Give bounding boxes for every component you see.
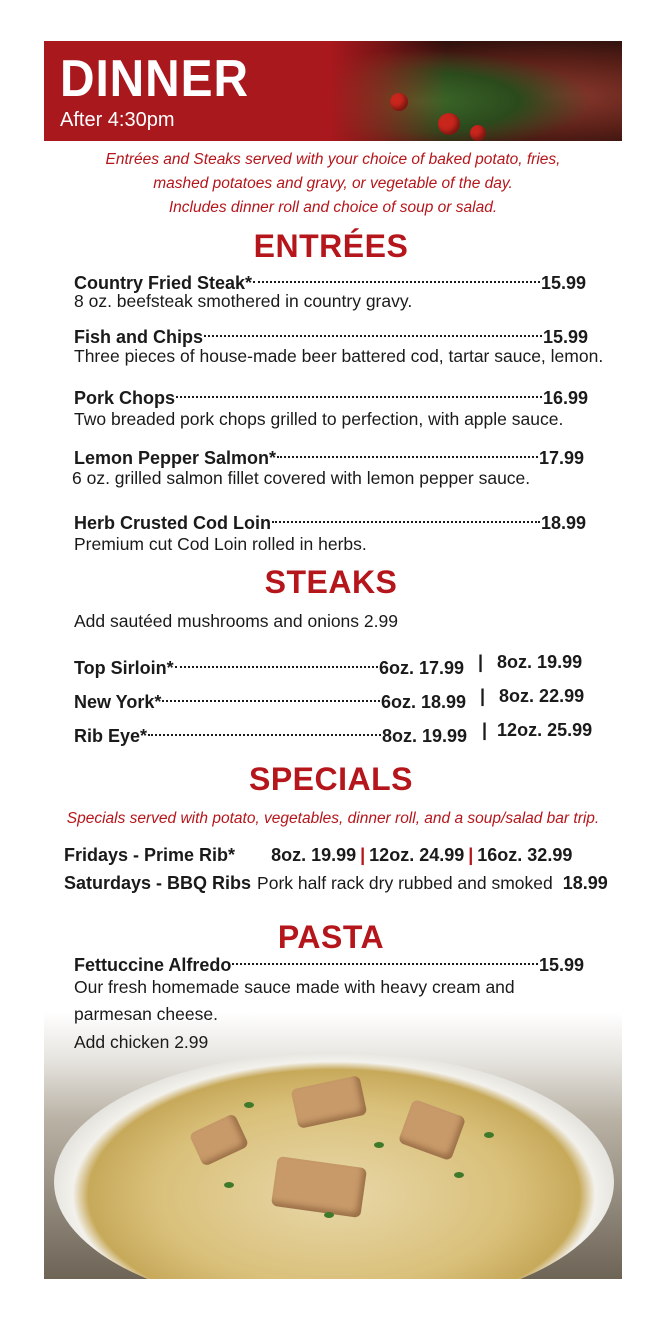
- price-separator: |: [480, 686, 486, 706]
- dot-leader: [272, 505, 540, 529]
- menu-item-name: Country Fried Steak*: [74, 273, 253, 293]
- intro-line-3: Includes dinner roll and choice of soup or salad.: [168, 199, 498, 216]
- menu-item-description: 6 oz. grilled salmon fillet covered with lemon pepper sauce.: [72, 468, 531, 488]
- special-price-1: 8oz. 19.99: [271, 845, 357, 865]
- steak-name: Rib Eye*: [74, 726, 148, 746]
- steak-price-large-group: [478, 650, 582, 674]
- menu-item-description: Three pieces of house-made beer battered cod, tartar sauce, lemon.: [74, 346, 604, 366]
- dot-leader: [253, 265, 540, 289]
- pasta-description-line-2: parmesan cheese.: [74, 1004, 218, 1024]
- steaks-addon: Add sautéed mushrooms and onions 2.99: [74, 611, 398, 631]
- section-heading-specials: SPECIALS: [248, 761, 414, 797]
- special-description: Pork half rack dry rubbed and smoked: [257, 873, 553, 893]
- special-name: Fridays - Prime Rib*: [64, 845, 236, 865]
- menu-item-name: Fettuccine Alfredo: [74, 955, 232, 975]
- intro-line-2: mashed potatoes and gravy, or vegetable of the day.: [153, 175, 513, 192]
- menu-item-row: [74, 265, 586, 293]
- menu-item-description: Two breaded pork chops grilled to perfection, with apple sauce.: [74, 409, 564, 429]
- menu-item-price: 15.99: [542, 327, 588, 347]
- special-name: Saturdays - BBQ Ribs: [64, 873, 252, 893]
- menu-item-row: [74, 440, 584, 468]
- special-price-3: 16oz. 32.99: [477, 845, 573, 865]
- page-title: DINNER: [60, 50, 249, 108]
- dot-leader: [204, 319, 542, 343]
- pasta-addon: Add chicken 2.99: [74, 1032, 209, 1052]
- special-saturday-row: [64, 871, 608, 895]
- special-price-2: 12oz. 24.99: [369, 845, 465, 865]
- dot-leader: [232, 947, 538, 971]
- steak-name: Top Sirloin*: [74, 658, 174, 678]
- section-heading-steaks: STEAKS: [264, 564, 398, 600]
- menu-item-price: 18.99: [540, 513, 586, 533]
- steak-price-large: 8oz. 19.99: [497, 652, 583, 672]
- menu-item-row: [74, 380, 588, 408]
- menu-item-row: [74, 505, 586, 533]
- menu-item-name: Pork Chops: [74, 388, 176, 408]
- dot-leader: [277, 440, 538, 464]
- steak-salad-photo: [330, 41, 622, 141]
- menu-item-name: Herb Crusted Cod Loin: [74, 513, 271, 533]
- steak-price-small: 8oz. 19.99: [381, 726, 467, 746]
- section-heading-entrees: ENTRÉES: [253, 228, 409, 264]
- dot-leader: [162, 684, 380, 708]
- steak-price-large: 8oz. 22.99: [499, 686, 585, 706]
- price-separator: |: [478, 652, 484, 672]
- menu-item-description: 8 oz. beefsteak smothered in country gravy.: [74, 291, 413, 311]
- specials-note: Specials served with potato, vegetables, dinner roll, and a soup/salad bar trip.: [66, 810, 600, 827]
- intro-line-1: Entrées and Steaks served with your choice of baked potato, fries,: [105, 151, 561, 168]
- special-friday-row: [64, 843, 572, 867]
- price-separator: |: [468, 845, 474, 865]
- dot-leader: [175, 650, 378, 674]
- menu-item-name: Fish and Chips: [74, 327, 204, 347]
- menu-item-price: 15.99: [540, 273, 586, 293]
- dot-leader: [176, 380, 542, 404]
- price-separator: |: [360, 845, 366, 865]
- menu-item-price: 15.99: [538, 955, 584, 975]
- menu-item-name: Lemon Pepper Salmon*: [74, 448, 277, 468]
- menu-item-price: 17.99: [538, 448, 584, 468]
- dot-leader: [148, 718, 381, 742]
- steak-name: New York*: [74, 692, 162, 712]
- menu-item-price: 16.99: [542, 388, 588, 408]
- steak-row: [74, 718, 467, 746]
- section-heading-pasta: PASTA: [277, 919, 385, 955]
- special-price: 18.99: [562, 873, 608, 893]
- price-separator: |: [482, 720, 488, 740]
- menu-item-description: Premium cut Cod Loin rolled in herbs.: [74, 534, 367, 554]
- steak-row: [74, 684, 466, 712]
- steak-row: [74, 650, 464, 678]
- pasta-description-line-1: Our fresh homemade sauce made with heavy cream and: [74, 977, 515, 997]
- menu-item-row: [74, 319, 588, 347]
- steak-price-small: 6oz. 18.99: [380, 692, 466, 712]
- page-subtitle: After 4:30pm: [60, 109, 175, 131]
- menu-item-row: [74, 947, 584, 975]
- steak-price-large-group: [480, 684, 584, 708]
- steak-price-large-group: [482, 718, 592, 742]
- steak-price-large: 12oz. 25.99: [497, 720, 593, 740]
- steak-price-small: 6oz. 17.99: [378, 658, 464, 678]
